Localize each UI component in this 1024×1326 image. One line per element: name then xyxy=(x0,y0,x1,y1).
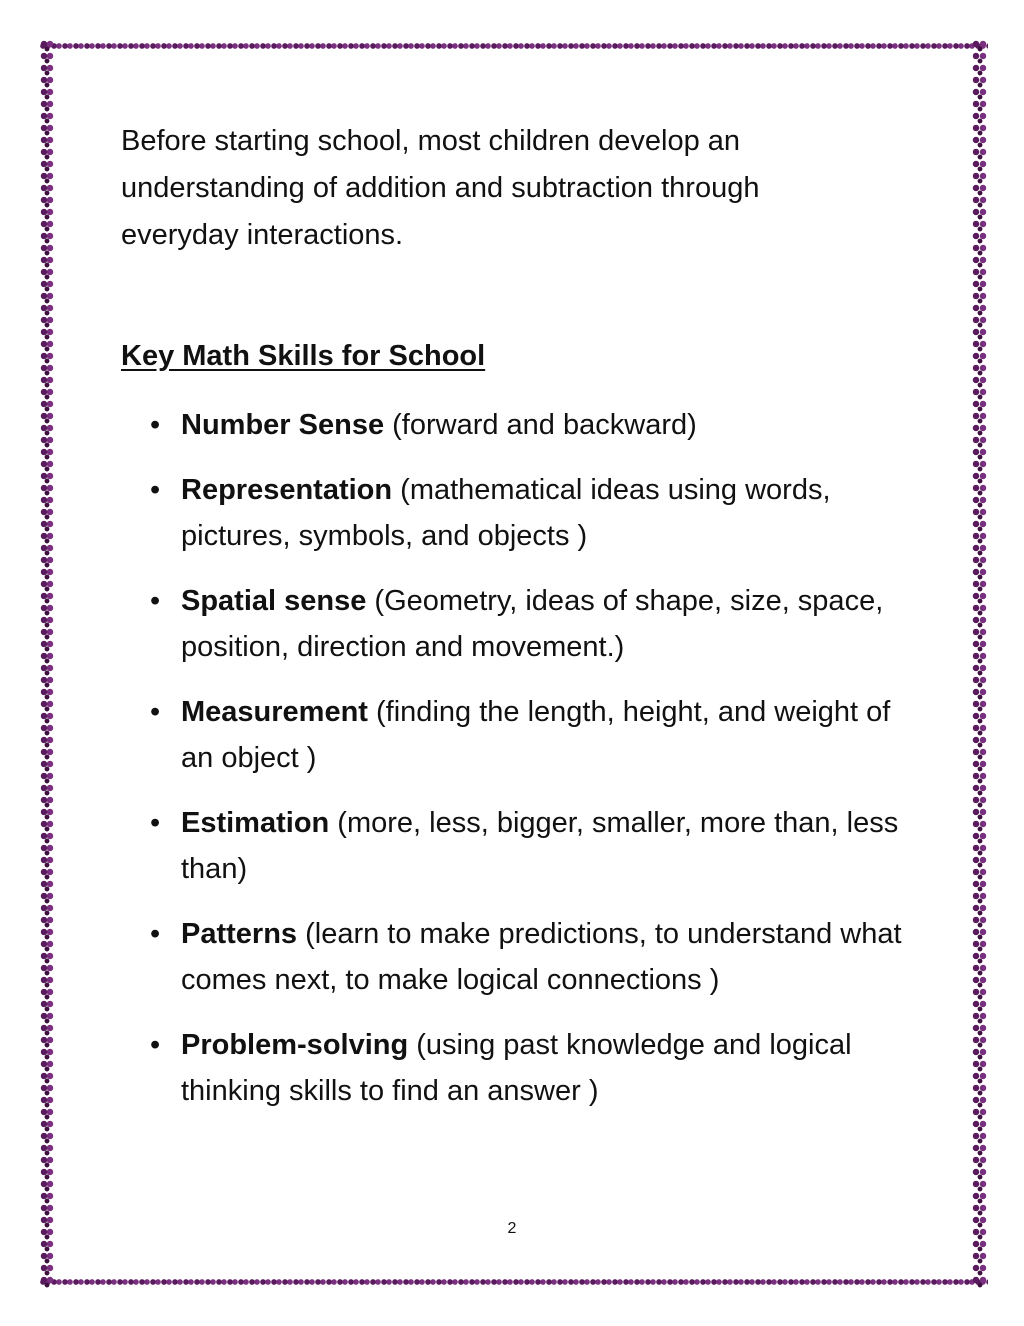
bullet-icon: • xyxy=(150,807,161,839)
skill-description: (learn to make predictions, to understand what comes next, to make logical connections ) xyxy=(181,918,902,996)
skill-description: (forward and backward) xyxy=(384,409,697,441)
skill-name: Measurement xyxy=(181,696,368,728)
butterfly-border-left xyxy=(40,40,54,1288)
butterfly-border-right xyxy=(972,40,988,1288)
skill-name: Estimation xyxy=(181,807,330,839)
list-item xyxy=(150,1022,920,1114)
skill-name: Patterns xyxy=(181,918,298,950)
skill-name: Representation xyxy=(181,474,393,506)
bullet-icon: • xyxy=(150,696,161,728)
section-heading: Key Math Skills for School xyxy=(121,340,486,372)
page-content xyxy=(121,118,941,259)
skill-description: (Geometry, ideas of shape, size, space, position, direction and movement.) xyxy=(181,585,884,663)
intro-paragraph: Before starting school, most children develop an understanding of addition and subtraction through everyday interactions. xyxy=(121,125,760,251)
page-number: 2 xyxy=(507,1220,517,1237)
skill-description: (more, less, bigger, smaller, more than, less than) xyxy=(181,807,899,885)
skills-list xyxy=(150,402,920,1133)
bullet-icon: • xyxy=(150,585,161,617)
skill-description: (using past knowledge and logical thinking skills to find an answer ) xyxy=(181,1029,852,1107)
skill-name: Number Sense xyxy=(181,409,385,441)
bullet-icon: • xyxy=(150,474,161,506)
list-item xyxy=(150,578,920,670)
list-item xyxy=(150,911,920,1003)
bullet-icon: • xyxy=(150,409,161,441)
skill-description: (finding the length, height, and weight of an object ) xyxy=(181,696,891,774)
butterfly-border-top xyxy=(40,40,988,52)
list-item xyxy=(150,467,920,559)
list-item xyxy=(150,800,920,892)
skill-description: (mathematical ideas using words, pictures, symbols, and objects ) xyxy=(181,474,831,552)
bullet-icon: • xyxy=(150,918,161,950)
list-item xyxy=(150,402,920,448)
butterfly-border-bottom xyxy=(40,1276,988,1288)
skill-name: Problem-solving xyxy=(181,1029,409,1061)
bullet-icon: • xyxy=(150,1029,161,1061)
skill-name: Spatial sense xyxy=(181,585,367,617)
list-item xyxy=(150,689,920,781)
